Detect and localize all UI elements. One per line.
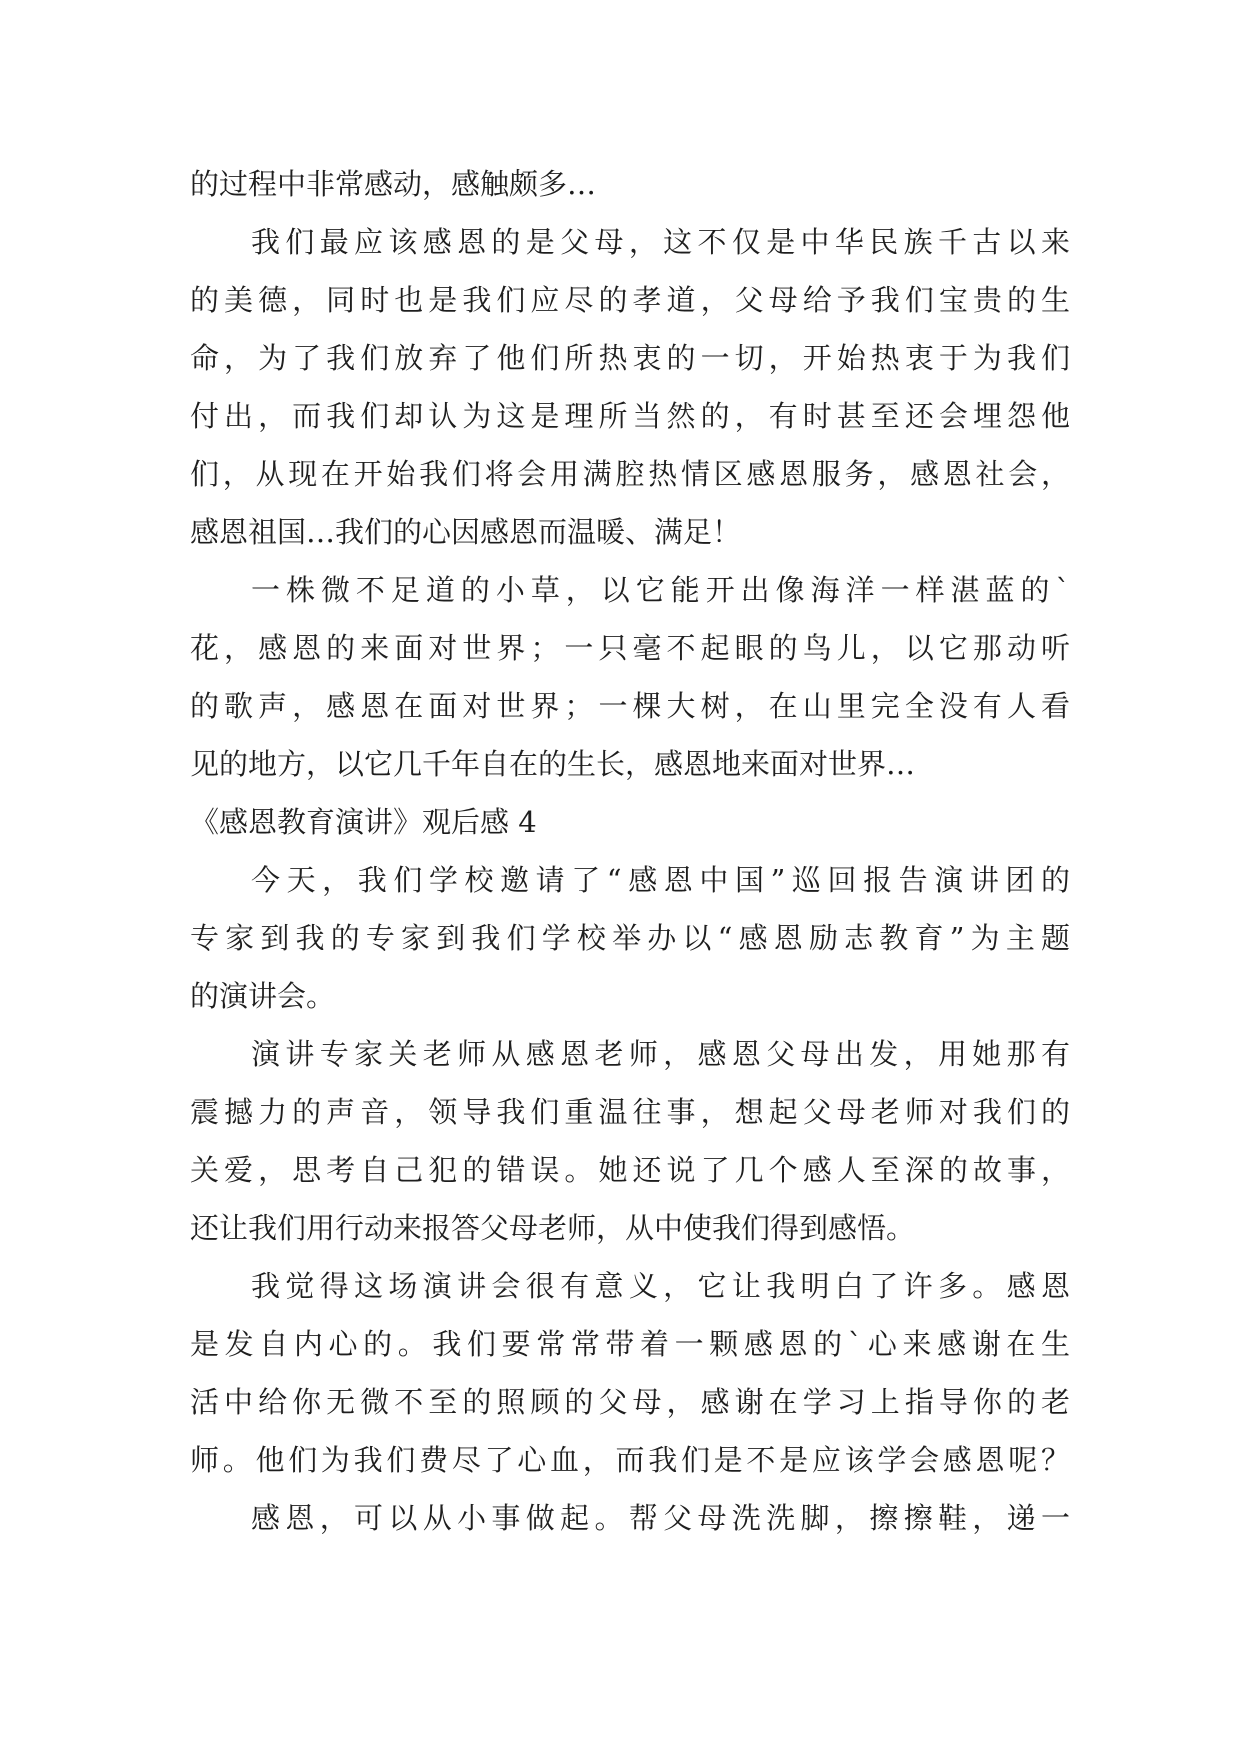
text-line: 花，感恩的来面对世界；一只毫不起眼的鸟儿，以它那动听 xyxy=(190,631,1070,665)
document-body xyxy=(190,155,1070,1547)
text-line: 关爱，思考自己犯的错误。她还说了几个感人至深的故事， xyxy=(190,1153,1070,1187)
text-line: 是发自内心的。我们要常常带着一颗感恩的`心来感谢在生 xyxy=(190,1327,1070,1361)
text-line: 感恩祖国…我们的心因感恩而温暖、满足！ xyxy=(190,515,742,549)
text-line: 还让我们用行动来报答父母老师，从中使我们得到感悟。 xyxy=(190,1211,916,1245)
text-line: 我觉得这场演讲会很有意义，它让我明白了许多。感恩 xyxy=(251,1269,1070,1303)
text-line: 感恩，可以从小事做起。帮父母洗洗脚，擦擦鞋，递一 xyxy=(251,1501,1070,1535)
text-line: 活中给你无微不至的照顾的父母，感谢在学习上指导你的老 xyxy=(190,1385,1070,1419)
text-line: 的歌声，感恩在面对世界；一棵大树，在山里完全没有人看 xyxy=(190,689,1070,723)
text-line: 一株微不足道的小草，以它能开出像海洋一样湛蓝的` xyxy=(251,573,1070,607)
text-line: 们，从现在开始我们将会用满腔热情区感恩服务，感恩社会， xyxy=(190,457,1070,491)
text-line: 见的地方，以它几千年自在的生长，感恩地来面对世界… xyxy=(190,747,916,781)
text-line: 的演讲会。 xyxy=(190,979,336,1013)
text-line: 的美德，同时也是我们应尽的孝道，父母给予我们宝贵的生 xyxy=(190,283,1070,317)
text-line: 演讲专家关老师从感恩老师，感恩父母出发，用她那有 xyxy=(251,1037,1070,1071)
section-heading: 《感恩教育演讲》观后感 4 xyxy=(190,805,537,839)
text-line: 我们最应该感恩的是父母，这不仅是中华民族千古以来 xyxy=(251,225,1070,259)
text-line: 专家到我的专家到我们学校举办以“感恩励志教育”为主题 xyxy=(190,921,1070,955)
text-line: 震撼力的声音，领导我们重温往事，想起父母老师对我们的 xyxy=(190,1095,1070,1129)
text-line: 的过程中非常感动，感触颇多… xyxy=(190,167,597,201)
text-line: 命，为了我们放弃了他们所热衷的一切，开始热衷于为我们 xyxy=(190,341,1070,375)
text-line: 付出，而我们却认为这是理所当然的，有时甚至还会埋怨他 xyxy=(190,399,1070,433)
text-line: 今天，我们学校邀请了“感恩中国”巡回报告演讲团的 xyxy=(251,863,1070,897)
text-line: 师。他们为我们费尽了心血，而我们是不是应该学会感恩呢？ xyxy=(190,1443,1070,1477)
